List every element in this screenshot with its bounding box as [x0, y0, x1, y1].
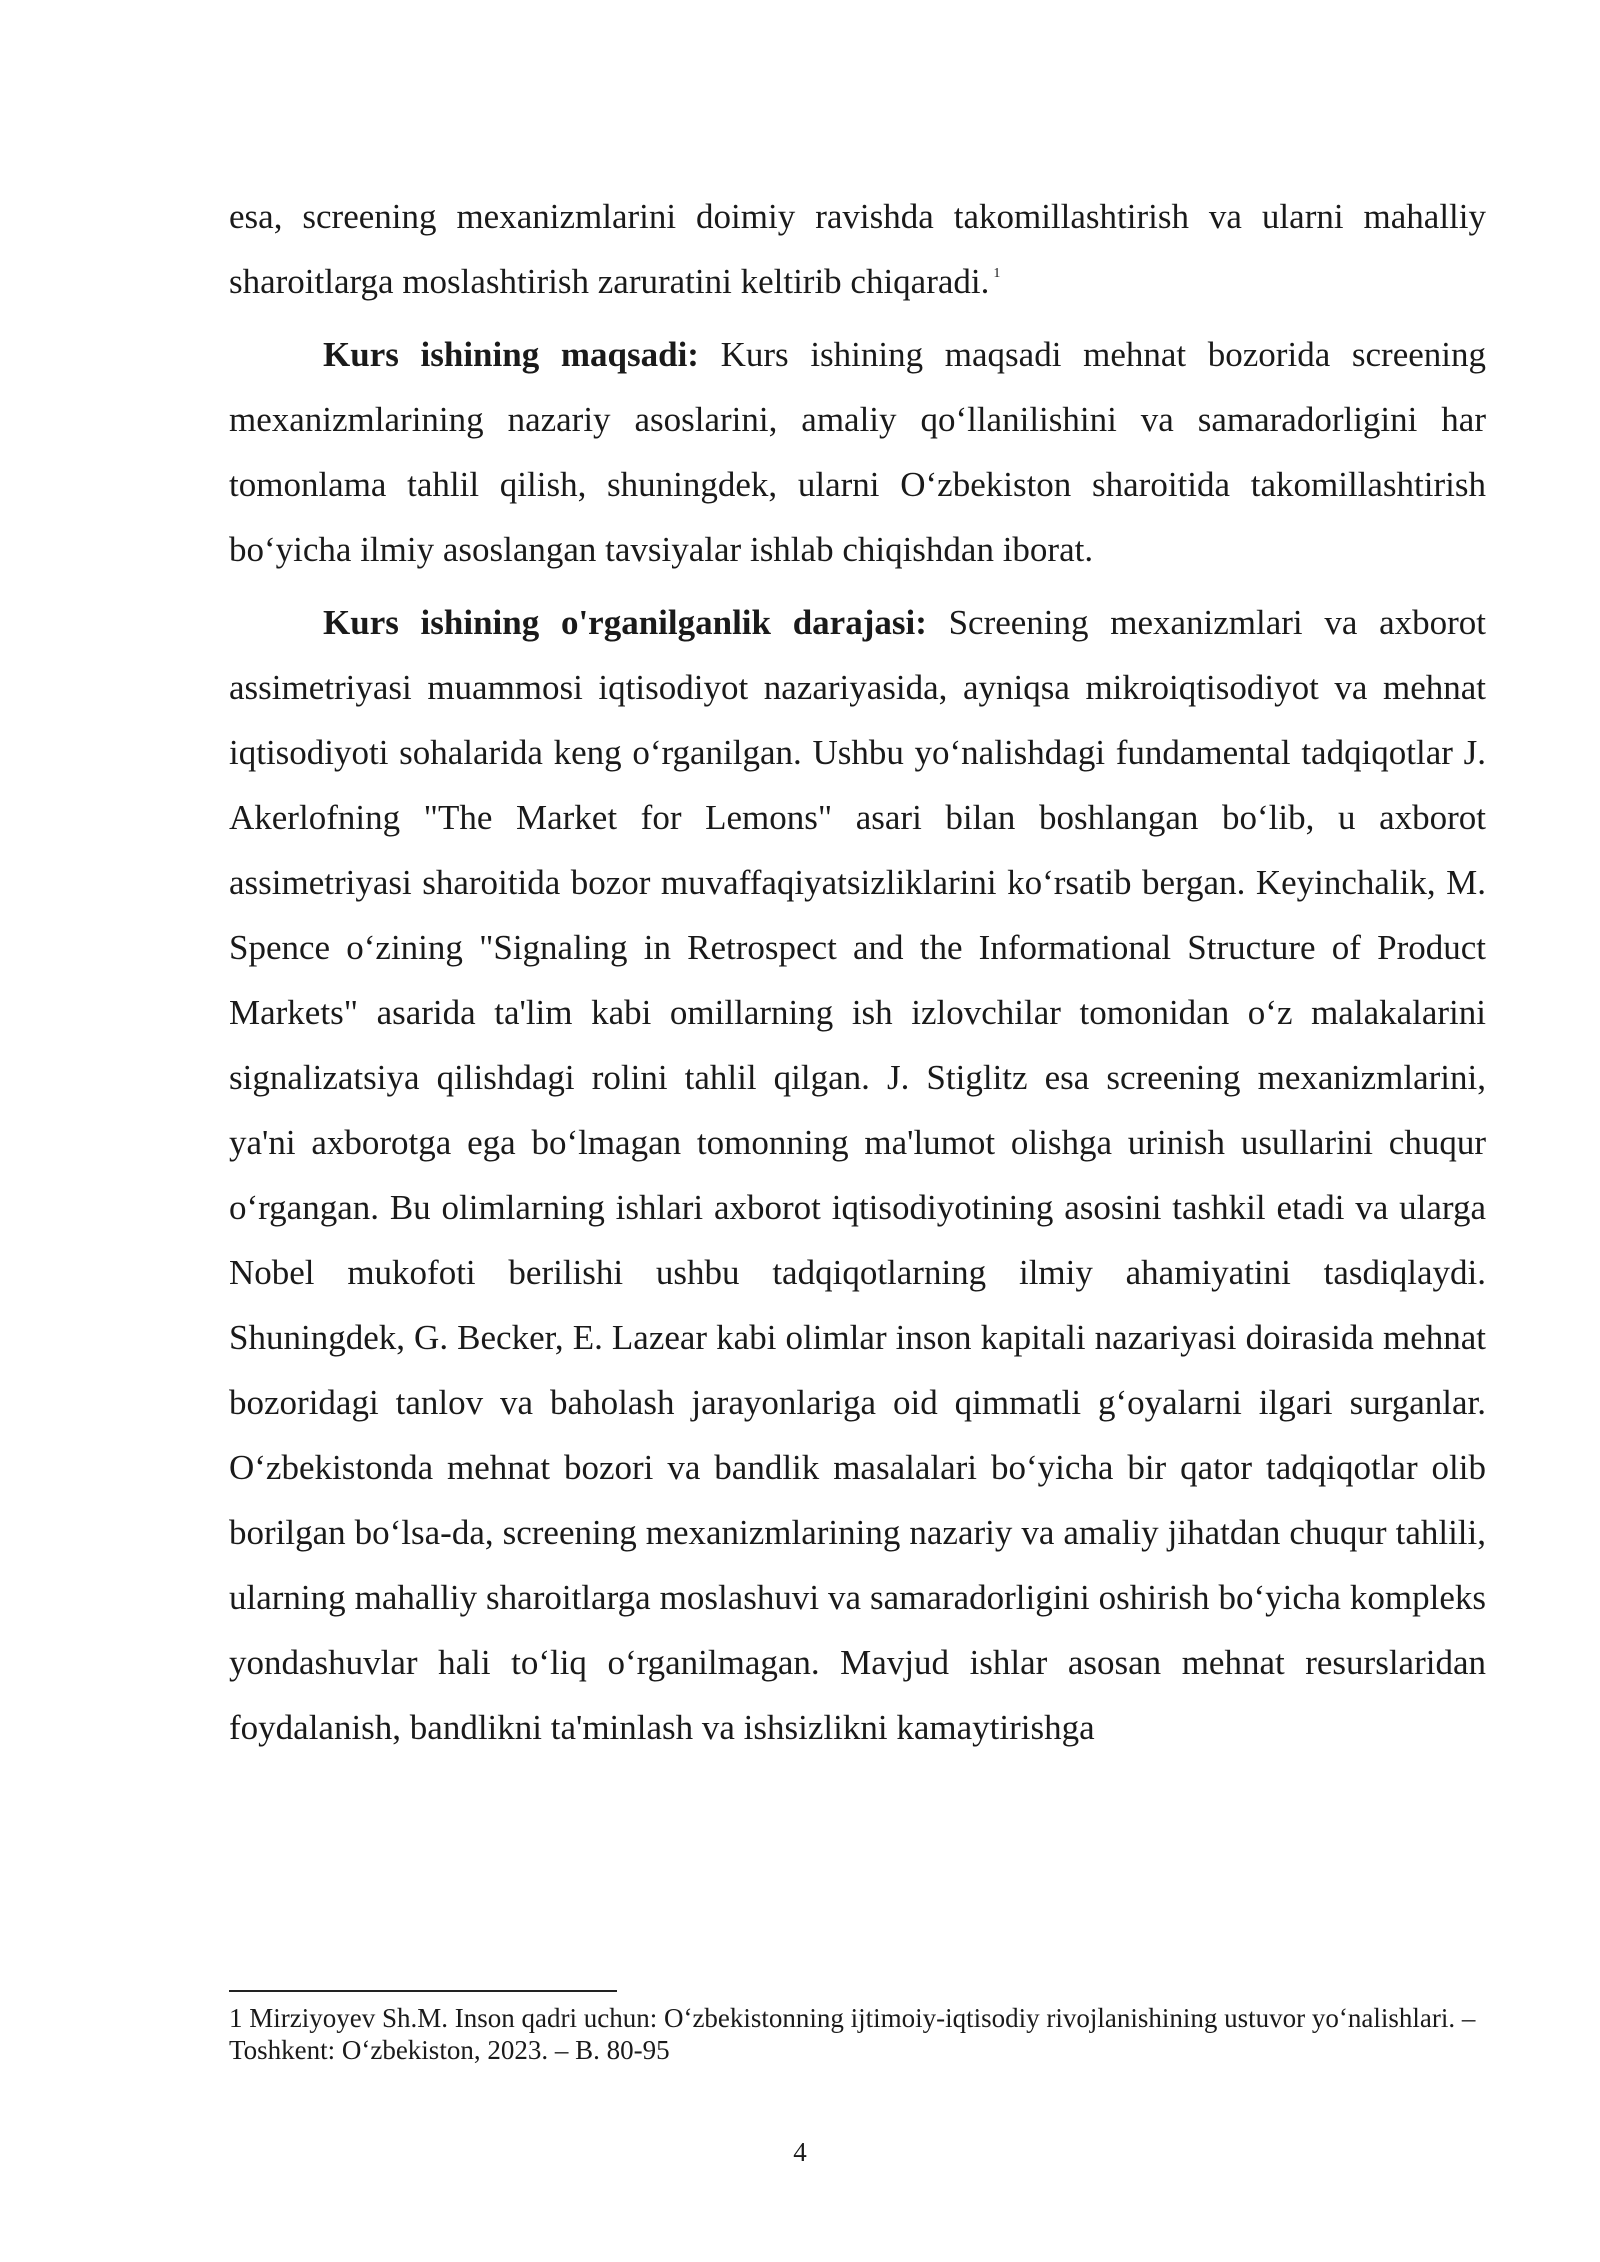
paragraph-heading: Kurs ishining maqsadi: — [323, 335, 699, 374]
page-number: 4 — [793, 2137, 807, 2167]
footnote: 1 Mirziyoyev Sh.M. Inson qadri uchun: O‘zbekistonning ijtimoiy-iqtisodiy rivojlanishining ustuvor yo‘nalishlari. – Toshkent: O‘zbekiston, 2023. – B. 80-95 — [229, 2003, 1476, 2065]
paragraph-text: esa, screening mexanizmlarini doimiy ravishda takomillashtirish va ularni mahalliy sharoitlarga moslashtirish zaruratini keltirib chiqaradi. — [229, 197, 1486, 301]
paragraph-goal — [229, 322, 1486, 582]
paragraph-study-level — [229, 590, 1486, 1760]
paragraph-text: Kurs ishining maqsadi mehnat bozorida screening mexanizmlarining nazariy asoslarini, amaliy qo‘llanilishini va samaradorligini har tomonlama tahlil qilish, shuningdek, ularni O‘zbekiston sharoitida takomillashtirish bo‘yicha ilmiy asoslangan tavsiyalar ishlab chiqishdan iborat. — [229, 335, 1486, 569]
footnote-divider — [229, 1990, 617, 1992]
page-body — [229, 184, 1486, 1760]
paragraph-text: Screening mexanizmlari va axborot assimetriyasi muammosi iqtisodiyot nazariyasida, ayniqsa mikroiqtisodiyot va mehnat iqtisodiyoti sohalarida keng o‘rganilgan. Ushbu yo‘nalishdagi fundamental tadqiqotlar J. Akerlofning "The Market for Lemons" asari bilan boshlangan bo‘lib, u axborot assimetriyasi sharoitida bozor muvaffaqiyatsizliklarini ko‘rsatib bergan. Keyinchalik, M. Spence o‘zining "Signaling in Retrospect and the Informational Structure of Product Markets" asarida ta'lim kabi omillarning ish izlovchilar tomonidan o‘z malakalarini signalizatsiya qilishdagi rolini tahlil qilgan. J. Stiglitz esa screening mexanizmlarini, ya'ni axborotga ega bo‘lmagan tomonning ma'lumot olishga urinish usullarini chuqur o‘rgangan. Bu olimlarning ishlari axborot iqtisodiyotining asosini tashkil etadi va ularga Nobel mukofoti berilishi ushbu tadqiqotlarning ilmiy ahamiyatini tasdiqlaydi. Shuningdek, G. Becker, E. Lazear kabi olimlar inson kapitali nazariyasi doirasida mehnat bozoridagi tanlov va baholash jarayonlariga oid qimmatli g‘oyalarni ilgari surganlar. O‘zbekistonda mehnat bozori va bandlik masalalari bo‘yicha bir qator tadqiqotlar olib borilgan bo‘lsa-da, screening mexanizmlarining nazariy va amaliy jihatdan chuqur tahlili, ularning mahalliy sharoitlarga moslashuvi va samaradorligini oshirish bo‘yicha kompleks yondashuvlar hali to‘liq o‘rganilmagan. Mavjud ishlar asosan mehnat resurslaridan foydalanish, bandlikni ta'minlash va ishsizlikni kamaytirishga — [229, 603, 1486, 1747]
paragraph-heading: Kurs ishining o'rganilganlik darajasi: — [323, 603, 927, 642]
footnote-reference: 1 — [993, 266, 1001, 281]
paragraph-continuation — [229, 184, 1486, 314]
